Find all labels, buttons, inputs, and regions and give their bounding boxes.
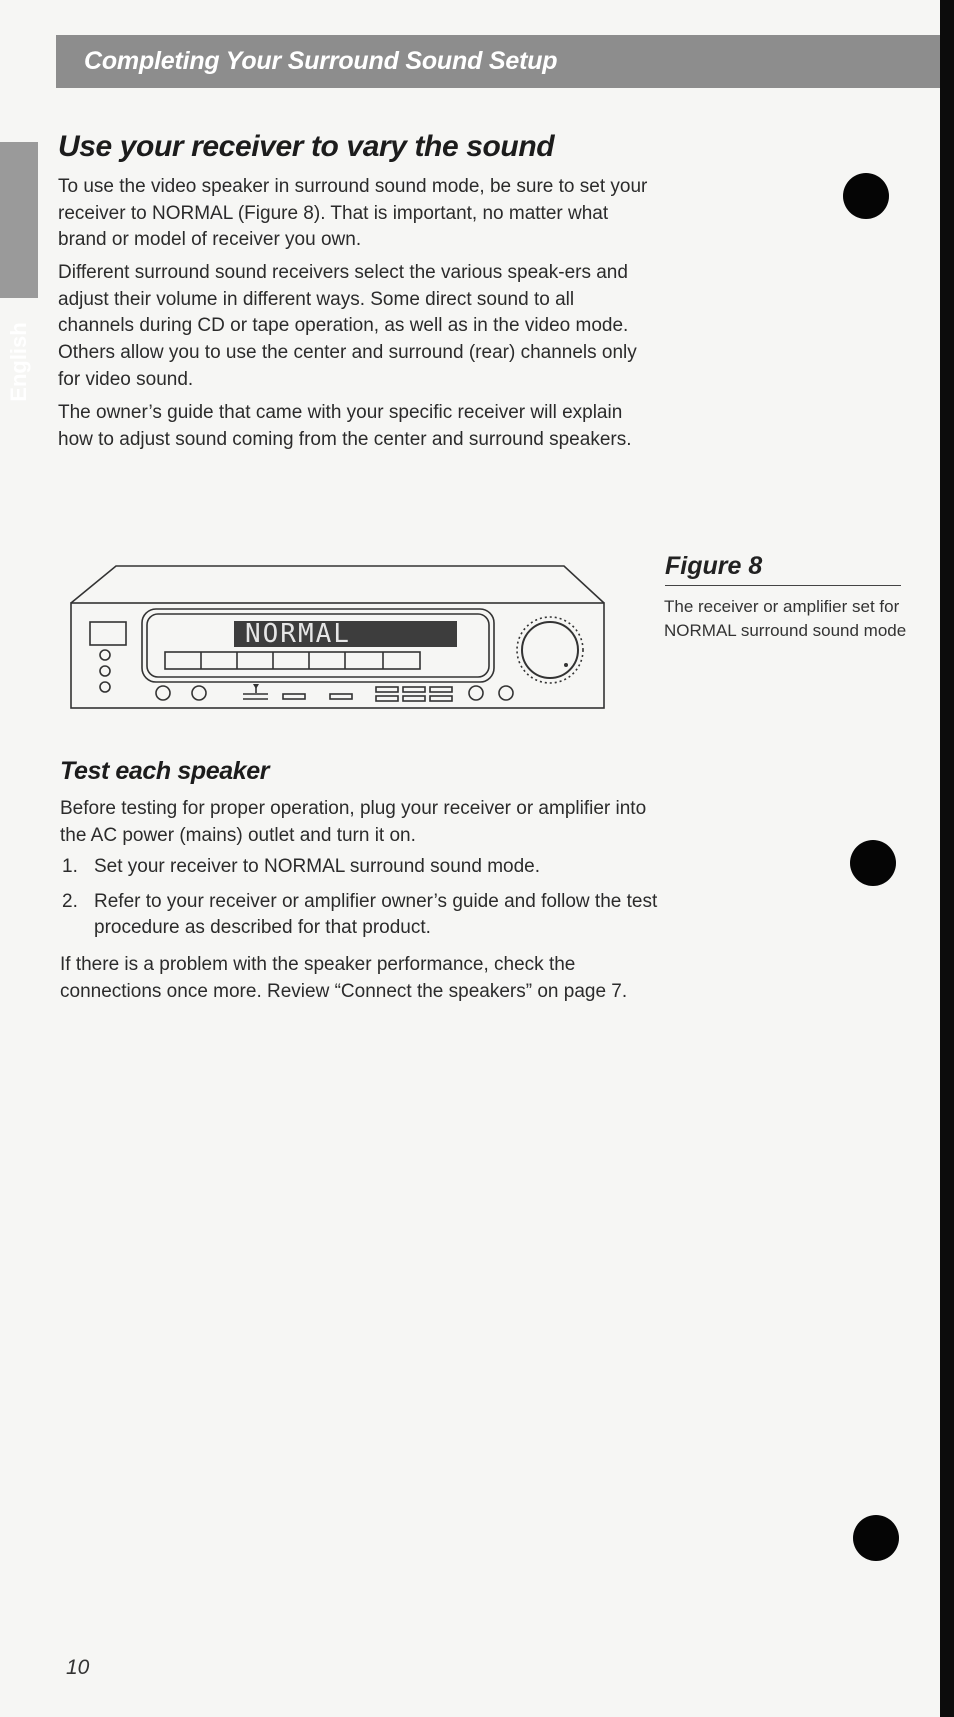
binder-hole <box>843 173 889 219</box>
indicator-led <box>100 682 110 692</box>
display-mode-text: NORMAL <box>245 619 351 649</box>
receiver-illustration <box>68 560 608 712</box>
binder-hole <box>853 1515 899 1561</box>
indicator-led <box>100 650 110 660</box>
control-button <box>499 686 513 700</box>
control-button <box>156 686 170 700</box>
receiver-top-outline <box>71 566 604 603</box>
paragraph: If there is a problem with the speaker performance, check the connections once more. Review “Connect the speakers” on page 7. <box>60 954 628 1002</box>
page-header-title: Completing Your Surround Sound Setup <box>84 47 558 75</box>
section-title-test-speaker: Test each speaker <box>60 757 270 785</box>
figure-caption: The receiver or amplifier set for NORMAL surround sound mode <box>664 597 907 640</box>
level-meter <box>165 652 420 669</box>
section-title-vary-sound: Use your receiver to vary the sound <box>58 130 555 163</box>
paragraph: Different surround sound receivers select the various speak-ers and adjust their volume in different ways. Some direct sound to all channels during CD or tape operation, as well as in the video mode. Others allow you to use the center and surround (rear) channels only for video sound. <box>58 262 637 390</box>
language-tab <box>0 142 38 402</box>
binder-hole <box>850 840 896 886</box>
list-item <box>60 854 660 881</box>
control-button <box>192 686 206 700</box>
paragraph: To use the video speaker in surround sound mode, be sure to set your receiver to NORMAL (Figure 8). That is important, no matter what brand or model of receiver you own. <box>58 176 648 251</box>
step-text: Refer to your receiver or amplifier owner’s guide and follow the test procedure as described for that product. <box>94 890 658 939</box>
control-button <box>469 686 483 700</box>
step-number: 2. <box>62 890 78 912</box>
volume-knob <box>522 622 578 678</box>
figure-rule <box>665 585 901 586</box>
step-number: 1. <box>62 856 78 877</box>
page-number: 10 <box>66 1656 90 1679</box>
list-item <box>60 889 660 942</box>
volume-knob-rim <box>517 617 583 683</box>
test-steps-list <box>60 854 660 950</box>
figure-label: Figure 8 <box>665 552 763 580</box>
page-edge-shadow <box>940 0 954 1717</box>
power-button-outline <box>90 622 126 645</box>
paragraph: Before testing for proper operation, plug your receiver or amplifier into the AC power (mains) outlet and turn it on. <box>60 798 647 846</box>
paragraph: The owner’s guide that came with your specific receiver will explain how to adjust sound coming from the center and surround speakers. <box>58 402 632 450</box>
step-text: Set your receiver to NORMAL surround sound mode. <box>94 856 540 877</box>
indicator-led <box>100 666 110 676</box>
language-tab-label: English <box>6 322 31 402</box>
